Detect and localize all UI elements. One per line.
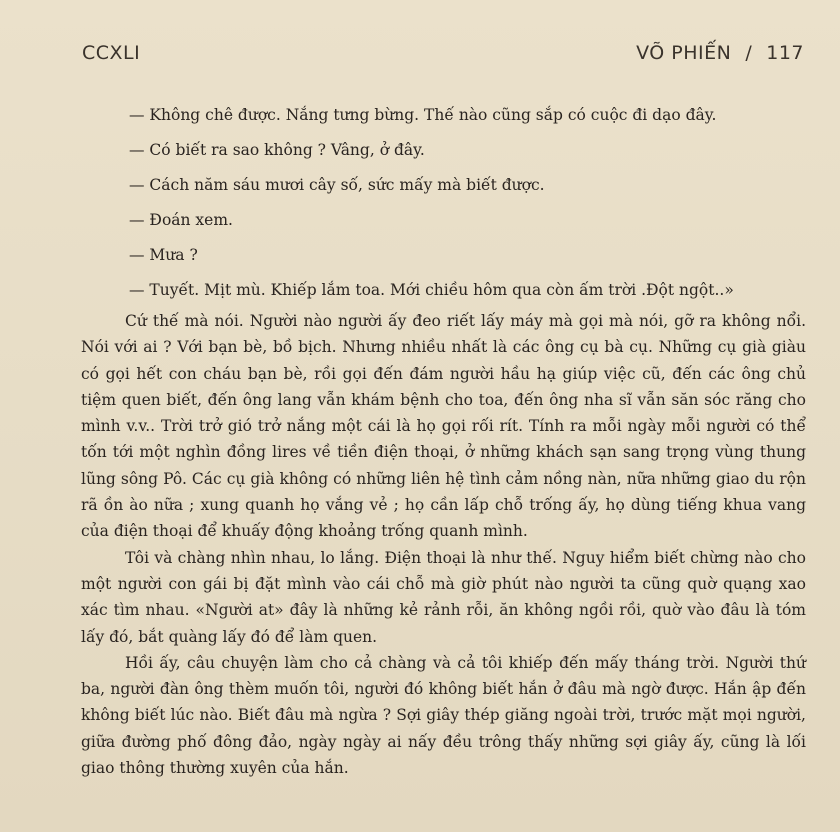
dialogue-line: — Không chê được. Nắng tưng bừng. Thế nào cũng sắp có cuộc đi dạo đây.: [129, 106, 717, 124]
chapter-number: CCXLI: [82, 42, 141, 64]
paragraph: Hồi ấy, câu chuyện làm cho cả chàng và cả tôi khiếp đến mấy tháng trời. Người thứ ba, người đàn ông thèm muốn tôi, người đó không biết hắn ở đâu mà ngờ được. Hắn ập đến không biết lúc nào. Biết đâu mà ngừa ? Sợi giây thép giăng ngoài trời, trước mặt mọi người, giữa đường phố đông đảo, ngày ngày ai nấy đều trông thấy những sợi giây ấy, cũng là lối giao thông thường xuyên của hắn.: [81, 653, 806, 778]
dialogue-line: — Mưa ?: [129, 246, 198, 264]
paragraph: Tôi và chàng nhìn nhau, lo lắng. Điện thoại là như thế. Nguy hiểm biết chừng nào cho một người con gái bị đặt mình vào cái chỗ mà giờ phút nào người ta cũng quờ quạng xao xác tìm nhau. «Người at» đây là những kẻ rảnh rỗi, ăn không ngồi rồi, quờ vào đâu là tóm lấy đó, bắt quàng lấy đó để làm quen.: [81, 548, 806, 646]
dialogue-line: — Đoán xem.: [129, 211, 233, 229]
header-right: [636, 42, 804, 64]
page-header: [82, 42, 804, 64]
page-body: [81, 98, 806, 781]
header-separator: /: [745, 42, 753, 64]
author-name: VÕ PHIẾN: [636, 42, 732, 64]
page-number: 117: [766, 42, 804, 64]
dialogue-line: — Tuyết. Mịt mù. Khiếp lắm toa. Mới chiều hôm qua còn ấm trời .Đột ngột..»: [129, 281, 734, 299]
paragraph: Cứ thế mà nói. Người nào người ấy đeo riết lấy máy mà gọi mà nói, gỡ ra không nổi. Nói với ai ? Với bạn bè, bồ bịch. Nhưng nhiều nhất là các ông cụ bà cụ. Những cụ già giàu có gọi hết con cháu bạn bè, rồi gọi đến đám người hầu hạ giúp việc cũ, đến các ông chủ tiệm quen biết, đến ông lang vẫn khám bệnh cho toa, đến ông nha sĩ vẫn săn sóc răng cho mình v.v.. Trời trở gió trở nắng một cái là họ gọi rối rít. Tính ra mỗi ngày mỗi người có thể tốn tới một nghìn đồng lires về tiền điện thoại, ở những khách sạn sang trọng vùng thung lũng sông Pô. Các cụ già không có những liên hệ tình cảm nồng nàn, nữa những giao du rộn rã ồn ào nữa ; xung quanh họ vắng vẻ ; họ cần lấp chỗ trống ấy, họ dùng tiếng khua vang của điện thoại để khuấy động khoảng trống quanh mình.: [81, 312, 806, 541]
dialogue-line: — Cách năm sáu mươi cây số, sức mấy mà biết được.: [129, 176, 545, 194]
dialogue-line: — Có biết ra sao không ? Vâng, ở đây.: [129, 141, 425, 159]
